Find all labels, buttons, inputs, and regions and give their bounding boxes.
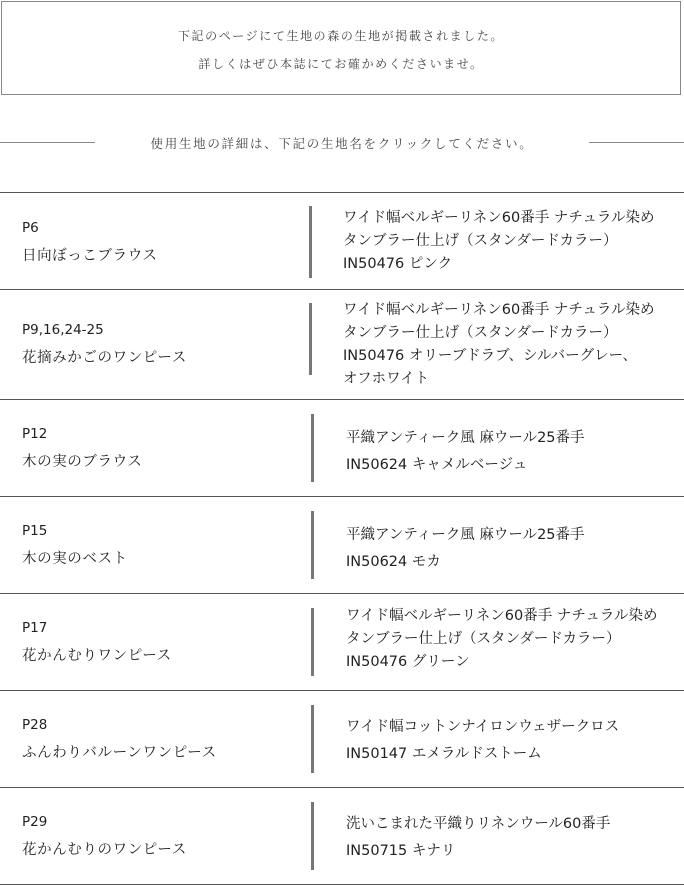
fabric-line: IN50147 エメラルドストーム bbox=[346, 746, 542, 762]
fabric-line: タンブラー仕上げ（スタンダードカラー） bbox=[346, 631, 621, 647]
fabric-line: IN50624 モカ bbox=[346, 554, 441, 570]
table-row bbox=[0, 691, 684, 788]
garment-title: 木の実のブラウス bbox=[22, 454, 143, 470]
notice-line-1: 下記のページにて生地の森の生地が掲載されました。 bbox=[177, 29, 505, 43]
table-row bbox=[0, 497, 684, 594]
table-row bbox=[0, 594, 684, 691]
fabric-line: 洗いこまれた平織りリネンウール60番手 bbox=[346, 816, 611, 832]
page-number: P28 bbox=[22, 717, 48, 733]
garment-title: 花かんむりワンピース bbox=[22, 648, 172, 664]
fabric-line: IN50624 キャメルベージュ bbox=[346, 457, 528, 473]
page-number: P12 bbox=[22, 426, 48, 442]
fabric-link[interactable] bbox=[346, 522, 585, 576]
fabric-link[interactable] bbox=[346, 425, 585, 479]
page-number: P17 bbox=[22, 620, 48, 636]
page-number: P15 bbox=[22, 523, 48, 539]
fabric-table bbox=[0, 192, 684, 885]
fabric-line: 平織アンティーク風 麻ウール25番手 bbox=[346, 430, 585, 446]
fabric-line: ワイド幅ベルギーリネン60番手 ナチュラル染め bbox=[346, 608, 658, 624]
fabric-link[interactable] bbox=[346, 811, 610, 865]
fabric-link[interactable] bbox=[346, 605, 657, 674]
notice-box bbox=[1, 1, 681, 95]
divider-bar bbox=[311, 802, 314, 870]
fabric-line: ワイド幅コットンナイロンウェザークロス bbox=[346, 719, 620, 735]
heading-rule-left bbox=[0, 142, 95, 143]
section-heading bbox=[0, 131, 684, 153]
page-number: P6 bbox=[22, 220, 39, 236]
divider-bar bbox=[311, 608, 314, 676]
fabric-line: タンブラー仕上げ（スタンダードカラー） bbox=[343, 325, 618, 341]
fabric-link[interactable] bbox=[343, 207, 654, 276]
fabric-line: IN50476 グリーン bbox=[346, 654, 470, 670]
garment-title: 木の実のベスト bbox=[22, 551, 128, 567]
divider-bar bbox=[311, 705, 314, 773]
garment-title: 花摘みかごのワンピース bbox=[22, 350, 187, 366]
fabric-line: ワイド幅ベルギーリネン60番手 ナチュラル染め bbox=[343, 302, 655, 318]
divider-bar bbox=[309, 206, 312, 278]
fabric-line: ワイド幅ベルギーリネン60番手 ナチュラル染め bbox=[343, 210, 655, 226]
table-row bbox=[0, 400, 684, 497]
table-row bbox=[0, 788, 684, 885]
garment-title: ふんわりバルーンワンピース bbox=[22, 745, 217, 761]
notice-line-2: 詳しくはぜひ本誌にてお確かめくださいませ。 bbox=[198, 57, 484, 71]
fabric-line: オフホワイト bbox=[343, 371, 430, 387]
page-number: P29 bbox=[22, 814, 48, 830]
heading-rule-right bbox=[589, 142, 684, 143]
garment-title: 日向ぼっこブラウス bbox=[22, 248, 158, 264]
page-number: P9,16,24-25 bbox=[22, 322, 104, 338]
fabric-line: IN50715 キナリ bbox=[346, 843, 456, 859]
heading-text: 使用生地の詳細は、下記の生地名をクリックしてください。 bbox=[150, 136, 534, 151]
divider-bar bbox=[309, 303, 312, 375]
fabric-line: IN50476 オリーブドラブ、シルバーグレー、 bbox=[343, 348, 638, 364]
table-row bbox=[0, 193, 684, 290]
divider-bar bbox=[311, 511, 314, 579]
fabric-link[interactable] bbox=[343, 299, 654, 391]
fabric-link[interactable] bbox=[346, 714, 619, 768]
divider-bar bbox=[311, 414, 314, 482]
table-row bbox=[0, 290, 684, 400]
fabric-line: タンブラー仕上げ（スタンダードカラー） bbox=[343, 233, 618, 249]
fabric-line: 平織アンティーク風 麻ウール25番手 bbox=[346, 527, 585, 543]
fabric-line: IN50476 ピンク bbox=[343, 256, 453, 272]
garment-title: 花かんむりのワンピース bbox=[22, 842, 187, 858]
